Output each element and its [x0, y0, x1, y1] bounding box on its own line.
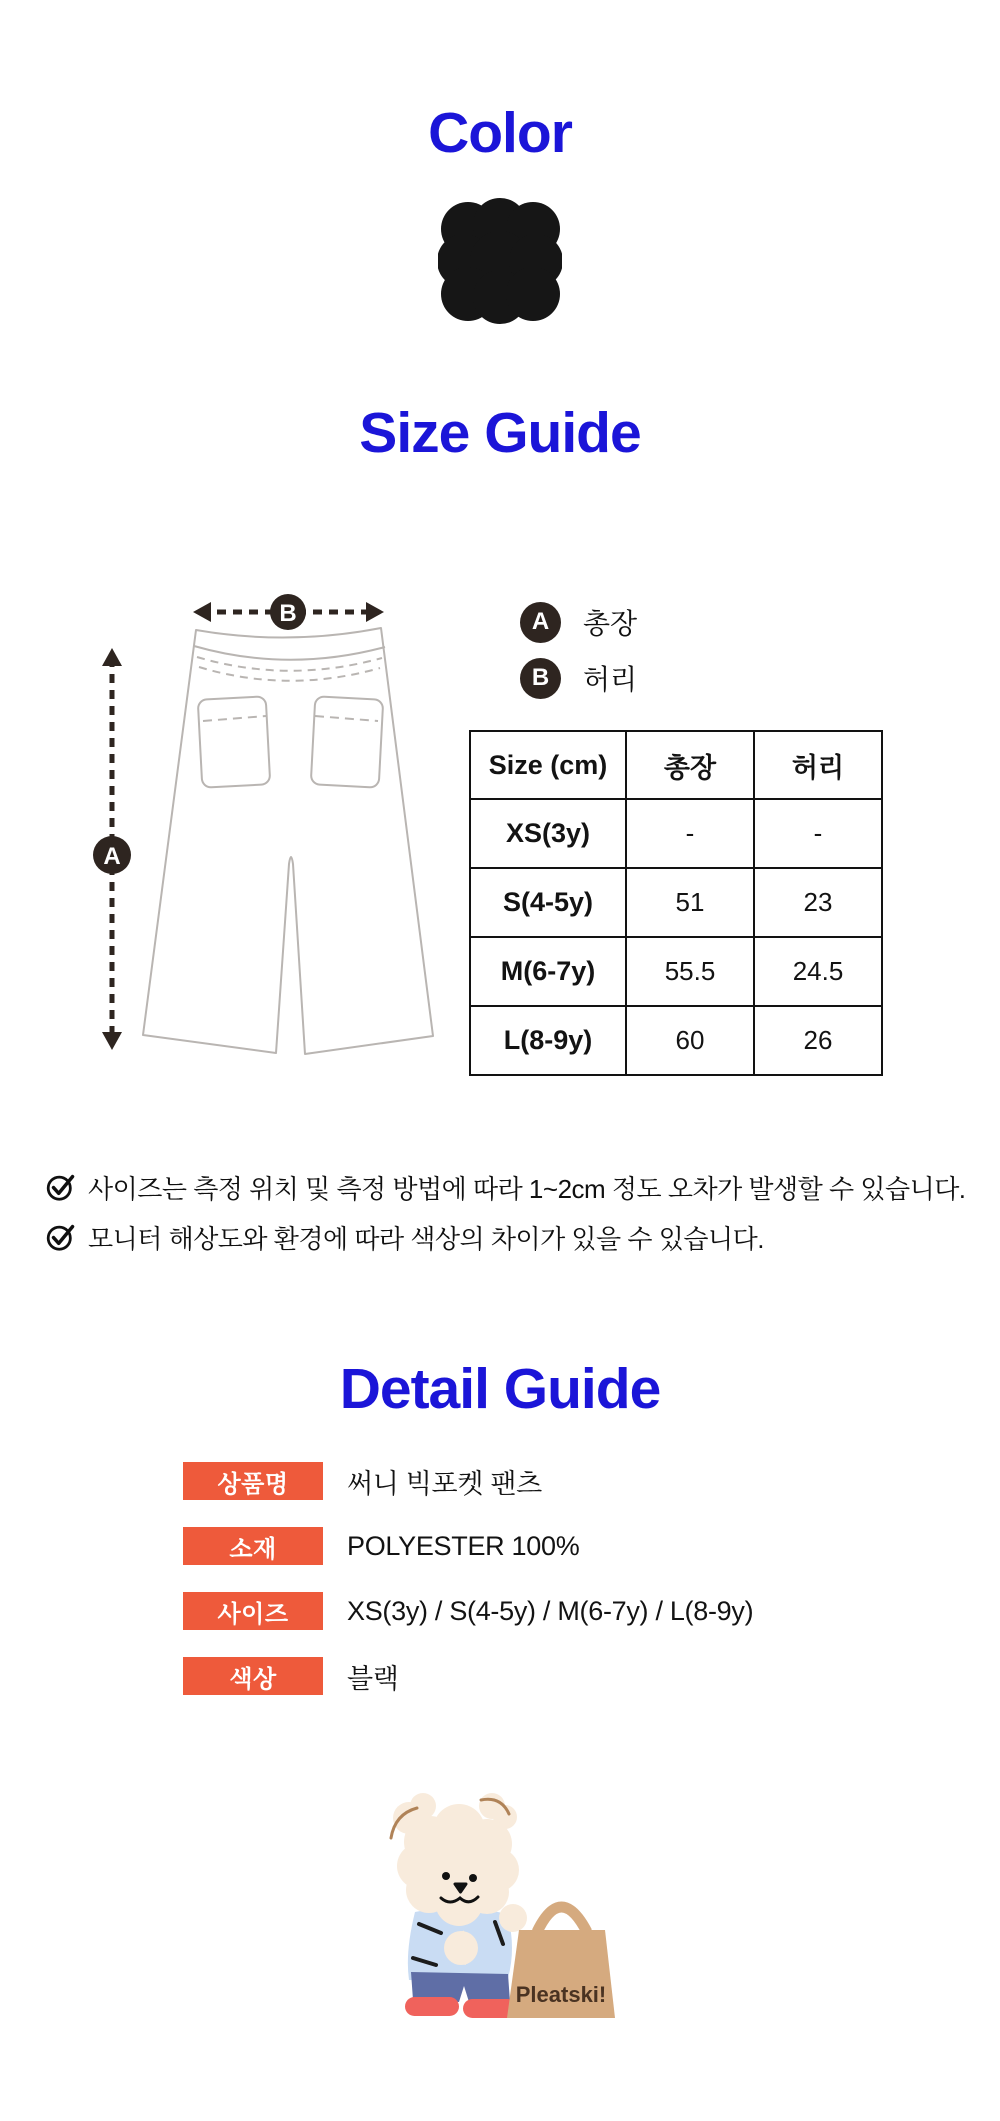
measure-b-arrow: [193, 594, 384, 630]
detail-value: POLYESTER 100%: [347, 1530, 580, 1561]
waist-cell: -: [754, 799, 882, 868]
detail-value: 써니 빅포켓 팬츠: [347, 1468, 542, 1499]
pants-measurement-diagram: [85, 588, 470, 1068]
table-row: [470, 868, 882, 937]
color-section-title: Color: [428, 101, 572, 165]
size-table-header-waist: 허리: [754, 731, 882, 799]
detail-row-size: [183, 1592, 753, 1630]
detail-row-product-name: [183, 1462, 542, 1500]
detail-label: 색상: [183, 1657, 323, 1695]
table-row: [470, 1006, 882, 1075]
legend-label-a: 총장: [583, 608, 638, 639]
size-cell: XS(3y): [470, 799, 626, 868]
check-circle-icon: [46, 1222, 76, 1252]
detail-label: 상품명: [183, 1462, 323, 1500]
size-guide-section-title: Size Guide: [359, 401, 641, 465]
size-table-header-length: 총장: [626, 731, 754, 799]
measure-a-badge: A: [103, 843, 121, 870]
length-cell: -: [626, 799, 754, 868]
waist-cell: 23: [754, 868, 882, 937]
legend-label-b: 허리: [583, 664, 638, 695]
table-row: [470, 937, 882, 1006]
waist-cell: 26: [754, 1006, 882, 1075]
table-row: [470, 799, 882, 868]
check-circle-icon: [46, 1172, 76, 1202]
detail-value: 블랙: [347, 1663, 399, 1694]
notice-item: [46, 1212, 966, 1262]
length-cell: 51: [626, 868, 754, 937]
waist-cell: 24.5: [754, 937, 882, 1006]
size-cell: L(8-9y): [470, 1006, 626, 1075]
size-table-header-row: [470, 731, 882, 799]
notice-item: [46, 1162, 966, 1212]
notice-list: [46, 1162, 966, 1262]
measure-a-arrow: [93, 648, 131, 1050]
detail-value: XS(3y) / S(4-5y) / M(6-7y) / L(8-9y): [347, 1595, 754, 1626]
detail-label: 소재: [183, 1527, 323, 1565]
legend-item-b: [520, 657, 637, 699]
detail-row-material: [183, 1527, 579, 1565]
mascot-bag-text: Pleatski!: [515, 1982, 607, 2007]
notice-text: 사이즈는 측정 위치 및 측정 방법에 따라 1~2cm 정도 오차가 발생할 수 있습니다.: [88, 1173, 966, 1204]
notice-text: 모니터 해상도와 환경에 따라 색상의 차이가 있을 수 있습니다.: [88, 1223, 764, 1254]
detail-guide-section-title: Detail Guide: [339, 1357, 661, 1421]
mascot-dog-illustration: [375, 1786, 631, 2026]
measure-b-badge: B: [279, 600, 297, 627]
length-cell: 55.5: [626, 937, 754, 1006]
size-cell: M(6-7y): [470, 937, 626, 1006]
detail-label: 사이즈: [183, 1592, 323, 1630]
legend-badge-a: A: [520, 602, 561, 643]
size-table: [469, 730, 883, 1076]
size-table-header-size: Size (cm): [470, 731, 626, 799]
legend-item-a: [520, 601, 637, 643]
legend-badge-b: B: [520, 658, 561, 699]
length-cell: 60: [626, 1006, 754, 1075]
measurement-legend: [520, 601, 637, 713]
detail-row-color: [183, 1657, 399, 1695]
size-cell: S(4-5y): [470, 868, 626, 937]
black-color-swatch: [438, 198, 562, 324]
